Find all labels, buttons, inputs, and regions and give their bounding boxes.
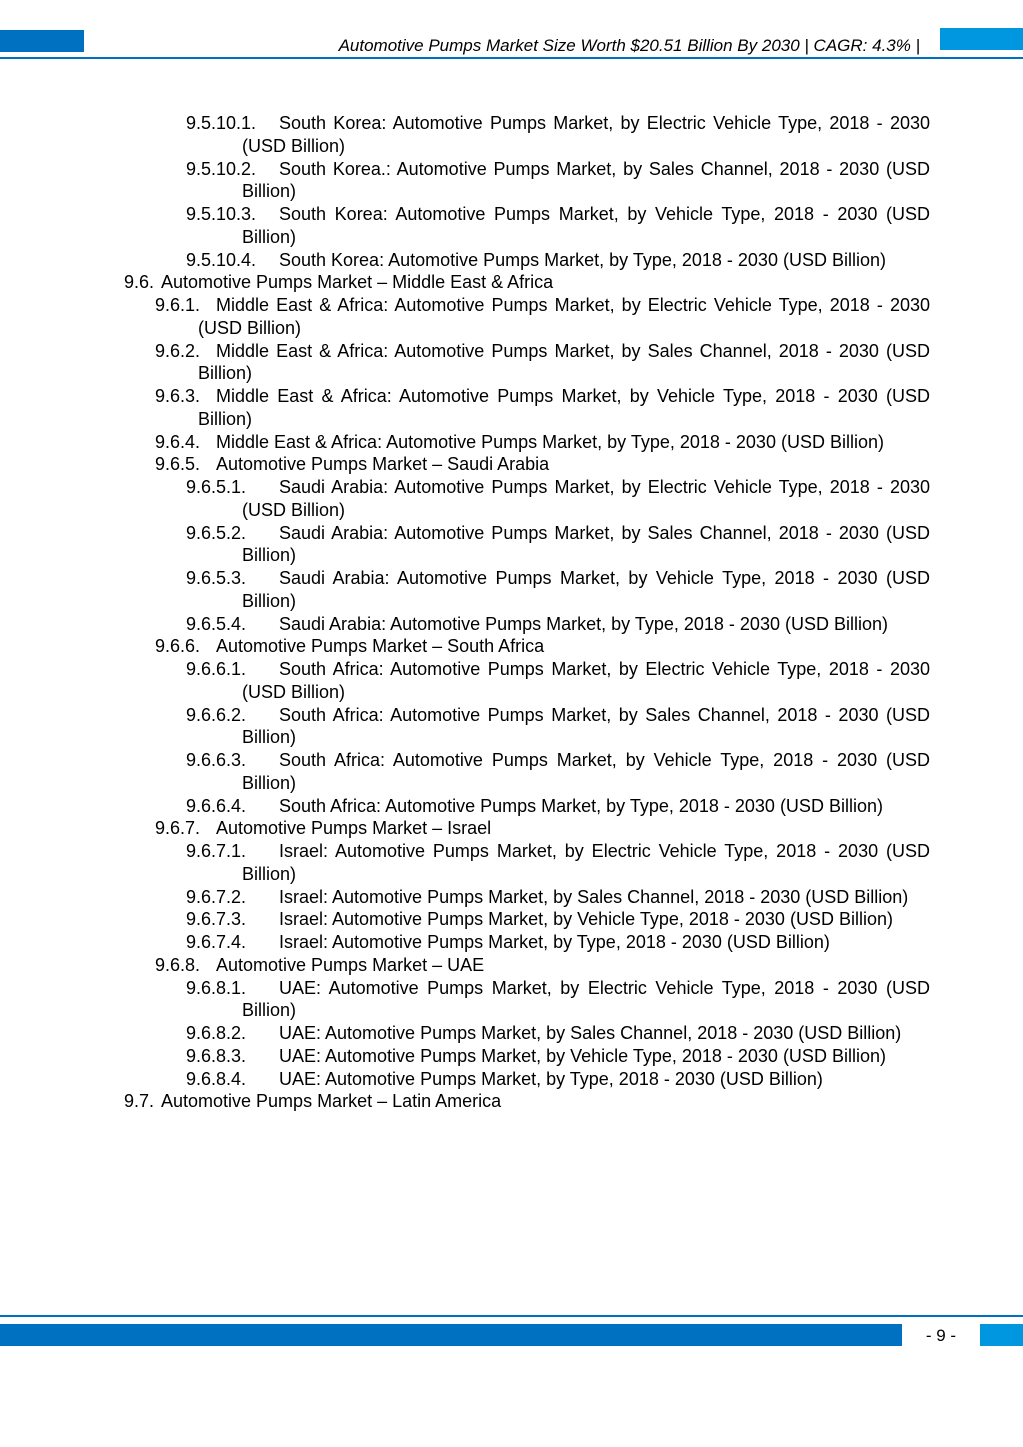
toc-entry bbox=[0, 453, 1023, 476]
toc-entry bbox=[0, 908, 1023, 931]
toc-entry-title: South Korea: Automotive Pumps Market, by Type, 2018 - 2030 (USD Billion) bbox=[279, 249, 886, 270]
toc-entry-number: 9.6.8.4. bbox=[186, 1068, 247, 1089]
toc-entry bbox=[0, 704, 1023, 750]
toc-entry-number: 9.6.6.2. bbox=[186, 704, 247, 725]
toc-entry bbox=[0, 476, 1023, 522]
header-accent-block-left bbox=[0, 30, 84, 52]
toc-entry bbox=[0, 886, 1023, 909]
toc-entry bbox=[0, 1045, 1023, 1068]
toc-entry-title: Israel: Automotive Pumps Market, by Sales Channel, 2018 - 2030 (USD Billion) bbox=[279, 886, 909, 907]
toc-entry bbox=[0, 294, 1023, 340]
toc-entry bbox=[0, 385, 1023, 431]
header-title: Automotive Pumps Market Size Worth $20.51 Billion By 2030 | CAGR: 4.3% | bbox=[338, 36, 920, 55]
toc-entry bbox=[0, 817, 1023, 840]
footer-accent-block-right bbox=[980, 1324, 1023, 1346]
toc-entry-title: Automotive Pumps Market – South Africa bbox=[216, 636, 545, 657]
toc-entry bbox=[0, 1090, 1023, 1113]
toc-entry bbox=[0, 658, 1023, 704]
toc-entry-number: 9.6.5.4. bbox=[186, 613, 247, 634]
toc-entry-number: 9.6.3. bbox=[155, 386, 201, 406]
toc-entry-title: Automotive Pumps Market – Middle East & Africa bbox=[161, 272, 554, 293]
toc-entry-title: South Korea.: Automotive Pumps Market, by Sales Channel, 2018 - 2030 (USD Billion) bbox=[242, 158, 930, 202]
footer-rule bbox=[0, 1315, 1023, 1317]
toc-entry-number: 9.6.5. bbox=[155, 454, 201, 475]
toc-entry-number: 9.6.8.2. bbox=[186, 1023, 247, 1043]
toc-entry-title: Israel: Automotive Pumps Market, by Electric Vehicle Type, 2018 - 2030 (USD Billion) bbox=[242, 841, 930, 884]
toc-entry bbox=[0, 954, 1023, 977]
toc-entry-number: 9.6.6.4. bbox=[186, 795, 247, 816]
toc-entry-title: South Africa: Automotive Pumps Market, by Sales Channel, 2018 - 2030 (USD Billion) bbox=[242, 704, 930, 748]
toc-entry-number: 9.6.2. bbox=[155, 340, 201, 361]
toc-entry bbox=[0, 567, 1023, 613]
footer-accent-bar bbox=[0, 1324, 902, 1346]
toc-entry-title: UAE: Automotive Pumps Market, by Type, 2018 - 2030 (USD Billion) bbox=[279, 1068, 823, 1089]
toc-entry-title: South Africa: Automotive Pumps Market, by Type, 2018 - 2030 (USD Billion) bbox=[279, 795, 883, 816]
table-of-contents bbox=[0, 112, 1023, 1113]
toc-entry-number: 9.6.5.3. bbox=[186, 568, 247, 588]
toc-entry-number: 9.6.7.1. bbox=[186, 841, 247, 861]
toc-entry bbox=[0, 340, 1023, 386]
toc-entry bbox=[0, 271, 1023, 294]
toc-entry-title: Middle East & Africa: Automotive Pumps Market, by Type, 2018 - 2030 (USD Billion) bbox=[216, 431, 884, 452]
toc-entry-number: 9.5.10.3. bbox=[186, 204, 257, 224]
toc-entry bbox=[0, 749, 1023, 795]
toc-entry-title: UAE: Automotive Pumps Market, by Vehicle Type, 2018 - 2030 (USD Billion) bbox=[279, 1045, 886, 1066]
toc-entry-title: South Korea: Automotive Pumps Market, by Electric Vehicle Type, 2018 - 2030 (USD Billion) bbox=[242, 113, 930, 156]
toc-entry-title: UAE: Automotive Pumps Market, by Sales Channel, 2018 - 2030 (USD Billion) bbox=[279, 1023, 902, 1043]
toc-entry-title: Automotive Pumps Market – Saudi Arabia bbox=[216, 454, 550, 475]
toc-entry bbox=[0, 203, 1023, 249]
toc-entry-title: Saudi Arabia: Automotive Pumps Market, by Type, 2018 - 2030 (USD Billion) bbox=[279, 613, 888, 634]
toc-entry-number: 9.6. bbox=[124, 272, 155, 293]
toc-entry-number: 9.6.4. bbox=[155, 431, 201, 452]
toc-entry-number: 9.6.5.1. bbox=[186, 477, 247, 497]
toc-entry-title: Automotive Pumps Market – Latin America bbox=[161, 1091, 502, 1112]
toc-entry-number: 9.5.10.4. bbox=[186, 249, 257, 270]
page-number: - 9 - bbox=[925, 1326, 957, 1345]
toc-entry-title: Automotive Pumps Market – Israel bbox=[216, 818, 492, 839]
toc-entry-number: 9.6.1. bbox=[155, 295, 201, 315]
toc-entry-title: Saudi Arabia: Automotive Pumps Market, by Electric Vehicle Type, 2018 - 2030 (USD Billion) bbox=[242, 477, 930, 520]
toc-entry-number: 9.6.7. bbox=[155, 818, 201, 839]
toc-entry-number: 9.6.7.4. bbox=[186, 932, 247, 952]
toc-entry bbox=[0, 977, 1023, 1023]
header-rule bbox=[0, 57, 1023, 59]
toc-entry-number: 9.6.8.3. bbox=[186, 1045, 247, 1066]
toc-entry-number: 9.5.10.1. bbox=[186, 113, 257, 133]
toc-entry bbox=[0, 431, 1023, 454]
toc-entry-title: Israel: Automotive Pumps Market, by Vehicle Type, 2018 - 2030 (USD Billion) bbox=[279, 909, 893, 930]
toc-entry-title: Saudi Arabia: Automotive Pumps Market, by Sales Channel, 2018 - 2030 (USD Billion) bbox=[242, 522, 930, 566]
toc-entry bbox=[0, 522, 1023, 568]
toc-entry bbox=[0, 613, 1023, 636]
toc-entry bbox=[0, 840, 1023, 886]
toc-entry-number: 9.6.5.2. bbox=[186, 522, 247, 543]
toc-entry-title: Israel: Automotive Pumps Market, by Type, 2018 - 2030 (USD Billion) bbox=[279, 932, 830, 952]
toc-entry-title: Middle East & Africa: Automotive Pumps Market, by Vehicle Type, 2018 - 2030 (USD Billion) bbox=[198, 386, 930, 429]
toc-entry bbox=[0, 249, 1023, 272]
toc-entry-title: South Korea: Automotive Pumps Market, by Vehicle Type, 2018 - 2030 (USD Billion) bbox=[242, 204, 930, 247]
header-accent-block-right bbox=[940, 28, 1023, 50]
toc-entry bbox=[0, 1022, 1023, 1045]
toc-entry-number: 9.6.7.2. bbox=[186, 886, 247, 907]
toc-entry bbox=[0, 635, 1023, 658]
toc-entry bbox=[0, 931, 1023, 954]
toc-entry-title: Saudi Arabia: Automotive Pumps Market, by Vehicle Type, 2018 - 2030 (USD Billion) bbox=[242, 568, 930, 611]
toc-entry-title: South Africa: Automotive Pumps Market, by Electric Vehicle Type, 2018 - 2030 (USD Billion) bbox=[242, 659, 930, 702]
toc-entry-title: UAE: Automotive Pumps Market, by Electric Vehicle Type, 2018 - 2030 (USD Billion) bbox=[242, 977, 930, 1021]
toc-entry bbox=[0, 1068, 1023, 1091]
toc-entry-number: 9.6.8. bbox=[155, 954, 201, 975]
toc-entry-number: 9.6.8.1. bbox=[186, 977, 247, 998]
toc-entry bbox=[0, 112, 1023, 158]
toc-entry-number: 9.6.6. bbox=[155, 636, 201, 657]
toc-entry-number: 9.7. bbox=[124, 1091, 155, 1112]
toc-entry bbox=[0, 158, 1023, 204]
toc-entry-title: South Africa: Automotive Pumps Market, by Vehicle Type, 2018 - 2030 (USD Billion) bbox=[242, 750, 930, 793]
toc-entry-number: 9.6.6.1. bbox=[186, 659, 247, 679]
toc-entry bbox=[0, 795, 1023, 818]
toc-entry-number: 9.6.7.3. bbox=[186, 909, 247, 930]
toc-entry-title: Middle East & Africa: Automotive Pumps Market, by Electric Vehicle Type, 2018 - 2030 (USD Billion) bbox=[198, 295, 930, 338]
toc-entry-title: Middle East & Africa: Automotive Pumps Market, by Sales Channel, 2018 - 2030 (USD Billion) bbox=[198, 340, 930, 384]
toc-entry-number: 9.6.6.3. bbox=[186, 750, 247, 770]
toc-entry-title: Automotive Pumps Market – UAE bbox=[216, 954, 485, 975]
toc-entry-number: 9.5.10.2. bbox=[186, 158, 257, 179]
